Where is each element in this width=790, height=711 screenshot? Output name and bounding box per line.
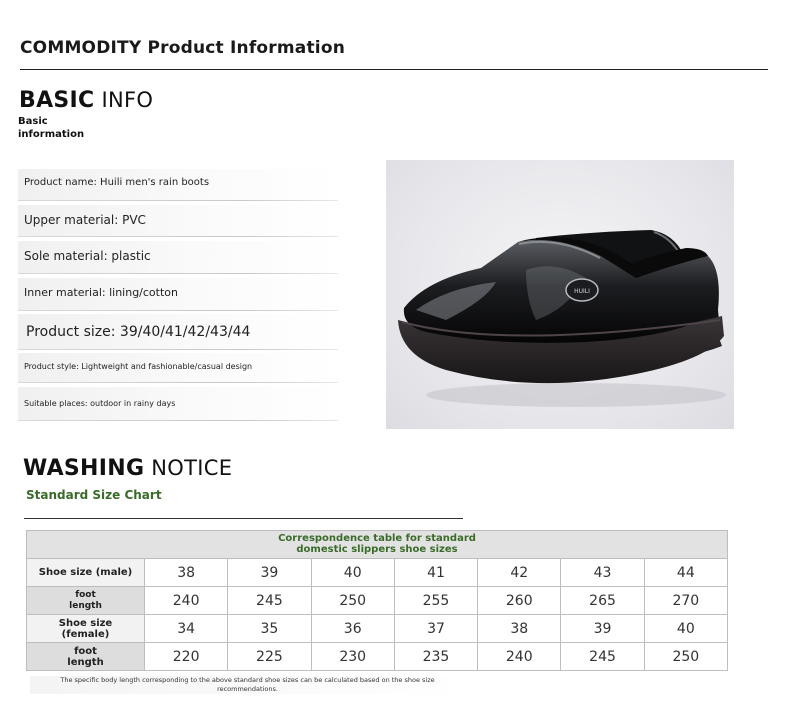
info-row-text: Sole material: plastic xyxy=(24,249,151,263)
table-cell: 35 xyxy=(228,615,311,643)
info-row-text: Upper material: PVC xyxy=(24,213,146,227)
washing-notice-heading xyxy=(23,456,232,481)
basic-info-heading-light: INFO xyxy=(94,88,154,112)
table-cell: 260 xyxy=(478,587,561,615)
row-header-female-size xyxy=(27,615,145,643)
row-header-text: Shoe size (female) xyxy=(58,617,113,640)
info-row-upper-material xyxy=(18,205,338,237)
basic-info-heading-bold: BASIC xyxy=(19,88,95,113)
table-cell: 41 xyxy=(394,559,477,587)
row-header-text: foot length xyxy=(67,645,104,668)
table-cell: 40 xyxy=(644,615,727,643)
row-header-male-size: Shoe size (male) xyxy=(27,559,145,587)
info-row-sole-material xyxy=(18,241,338,274)
page-title: COMMODITY Product Information xyxy=(20,38,345,58)
table-cell: 245 xyxy=(561,643,644,671)
info-row-product-style xyxy=(18,353,338,383)
table-row xyxy=(27,559,728,587)
info-row-text: Suitable places: outdoor in rainy days xyxy=(24,399,176,408)
table-cell: 255 xyxy=(394,587,477,615)
washing-divider xyxy=(24,518,463,519)
basic-info-heading xyxy=(19,88,153,113)
table-cell: 36 xyxy=(311,615,394,643)
size-table xyxy=(26,530,728,671)
basic-info-subheading: Basic information xyxy=(18,116,85,140)
table-cell: 38 xyxy=(145,559,228,587)
row-header-male-foot-length xyxy=(27,587,145,615)
table-cell: 43 xyxy=(561,559,644,587)
info-row-suitable-places xyxy=(18,387,338,421)
table-cell: 250 xyxy=(644,643,727,671)
table-cell: 270 xyxy=(644,587,727,615)
table-cell: 37 xyxy=(394,615,477,643)
info-row-product-size xyxy=(18,314,338,350)
size-footnote: The specific body length corresponding to the above standard shoe sizes can be calculated based on the shoe size recommendations. xyxy=(30,676,465,694)
table-cell: 38 xyxy=(478,615,561,643)
table-caption-row xyxy=(27,531,728,559)
title-divider xyxy=(20,69,768,70)
washing-heading-light: NOTICE xyxy=(144,456,233,480)
washing-heading-bold: WASHING xyxy=(23,456,145,481)
product-image xyxy=(386,160,734,429)
table-row xyxy=(27,587,728,615)
info-row-text: Product style: Lightweight and fashionable/casual design xyxy=(24,362,253,371)
table-caption-text: Correspondence table for standard domestic slippers shoe sizes xyxy=(278,533,476,555)
table-cell: 230 xyxy=(311,643,394,671)
table-row xyxy=(27,615,728,643)
table-cell: 220 xyxy=(145,643,228,671)
table-cell: 250 xyxy=(311,587,394,615)
table-cell: 40 xyxy=(311,559,394,587)
info-row-text: Product name: Huili men's rain boots xyxy=(24,177,210,188)
table-cell: 39 xyxy=(561,615,644,643)
row-header-text: foot length xyxy=(69,589,102,611)
table-cell: 235 xyxy=(394,643,477,671)
table-cell: 245 xyxy=(228,587,311,615)
table-cell: 39 xyxy=(228,559,311,587)
size-chart-subheading: Standard Size Chart xyxy=(26,488,162,502)
product-badge-text: HUILI xyxy=(574,288,590,295)
table-caption xyxy=(27,531,728,559)
row-header-female-foot-length xyxy=(27,643,145,671)
table-cell: 240 xyxy=(478,643,561,671)
table-cell: 225 xyxy=(228,643,311,671)
info-row-product-name xyxy=(18,169,338,201)
table-row xyxy=(27,643,728,671)
info-row-text: Inner material: lining/cotton xyxy=(24,286,178,299)
rain-shoe-illustration xyxy=(386,160,734,429)
table-cell: 265 xyxy=(561,587,644,615)
info-row-inner-material xyxy=(18,278,338,311)
table-cell: 44 xyxy=(644,559,727,587)
table-cell: 34 xyxy=(145,615,228,643)
table-cell: 240 xyxy=(145,587,228,615)
info-row-text: Product size: 39/40/41/42/43/44 xyxy=(26,324,251,340)
table-cell: 42 xyxy=(478,559,561,587)
